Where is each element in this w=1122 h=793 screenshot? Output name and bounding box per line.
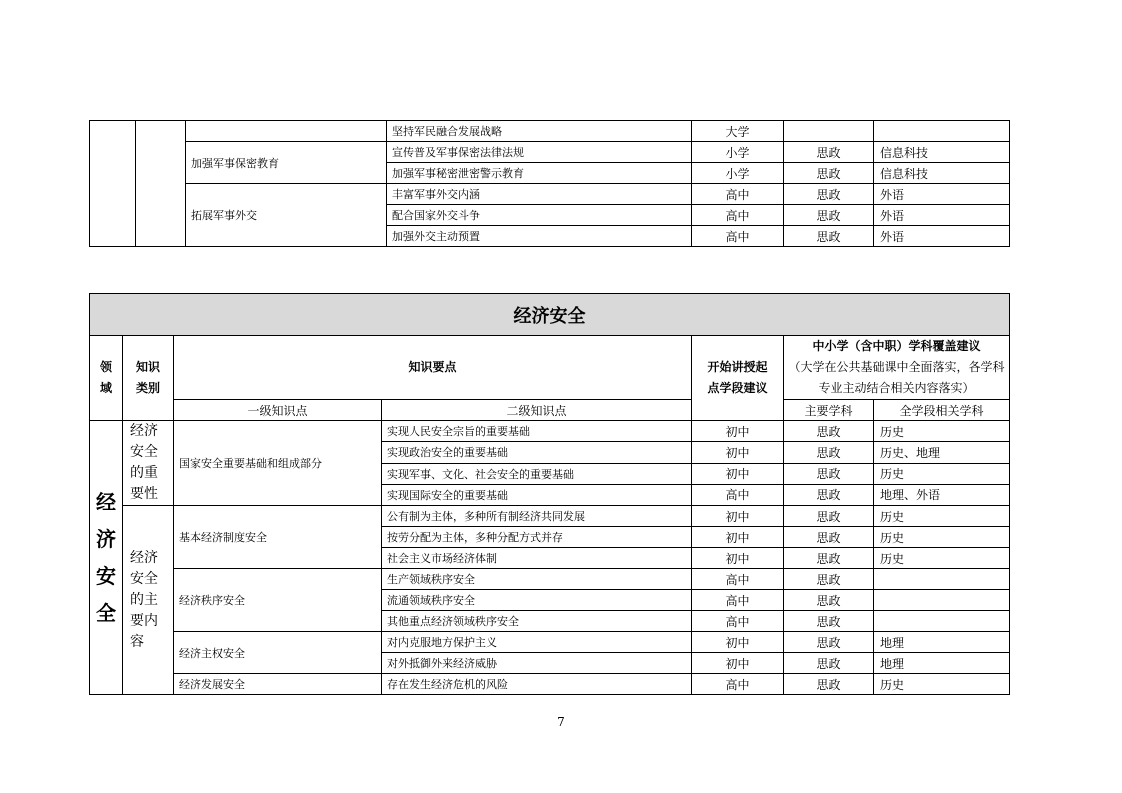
level1-cell: 加强军事保密教育 (186, 142, 387, 184)
main-subject-header: 主要学科 (784, 400, 874, 421)
related-subject-cell: 历史 (874, 674, 1010, 695)
level2-cell: 配合国家外交斗争 (387, 205, 692, 226)
domain-cell (90, 121, 136, 247)
level1-cell: 拓展军事外交 (186, 184, 387, 247)
level1-cell: 经济主权安全 (174, 632, 382, 674)
level1-cell: 经济发展安全 (174, 674, 382, 695)
level2-cell: 实现政治安全的重要基础 (382, 442, 692, 463)
main-subject-cell: 思政 (784, 632, 874, 653)
related-subject-cell: 历史 (874, 421, 1010, 442)
coverage-header (784, 336, 1010, 400)
related-subject-cell: 地理、外语 (874, 484, 1010, 505)
level2-cell: 按劳分配为主体，多种分配方式并存 (382, 527, 692, 548)
related-subject-cell: 历史 (874, 548, 1010, 569)
domain-name: 经济安全 (90, 421, 123, 695)
category-cell (136, 121, 186, 247)
main-subject-cell: 思政 (784, 674, 874, 695)
category-header: 知识类别 (123, 336, 174, 421)
related-subject-cell: 外语 (874, 205, 1010, 226)
related-subject-cell: 外语 (874, 226, 1010, 247)
related-subject-cell: 地理 (874, 653, 1010, 674)
table-row (90, 421, 1010, 442)
domain-header: 领域 (90, 336, 123, 421)
stage-cell: 初中 (692, 506, 784, 527)
main-subject-cell: 思政 (784, 653, 874, 674)
level2-cell: 社会主义市场经济体制 (382, 548, 692, 569)
main-subject-cell: 思政 (784, 163, 874, 184)
section-title: 经济安全 (90, 294, 1010, 336)
stage-cell: 初中 (692, 653, 784, 674)
level2-cell: 其他重点经济领域秩序安全 (382, 611, 692, 632)
stage-cell: 小学 (692, 163, 784, 184)
table-row (90, 506, 1010, 527)
related-subject-cell: 外语 (874, 184, 1010, 205)
related-subject-header: 全学段相关学科 (874, 400, 1010, 421)
level2-cell: 实现军事、文化、社会安全的重要基础 (382, 463, 692, 484)
level2-cell: 公有制为主体，多种所有制经济共同发展 (382, 506, 692, 527)
related-subject-cell (874, 590, 1010, 611)
main-subject-cell: 思政 (784, 590, 874, 611)
level2-cell: 加强外交主动预置 (387, 226, 692, 247)
table-row (90, 632, 1010, 653)
stage-cell: 高中 (692, 590, 784, 611)
related-subject-cell: 信息科技 (874, 163, 1010, 184)
stage-cell: 初中 (692, 463, 784, 484)
main-subject-cell: 思政 (784, 611, 874, 632)
level2-cell: 对内克服地方保护主义 (382, 632, 692, 653)
main-subject-cell (784, 121, 874, 142)
main-subject-cell: 思政 (784, 442, 874, 463)
level2-cell: 坚持军民融合发展战略 (387, 121, 692, 142)
main-subject-cell: 思政 (784, 142, 874, 163)
level2-cell: 加强军事秘密泄密警示教育 (387, 163, 692, 184)
level2-cell: 实现人民安全宗旨的重要基础 (382, 421, 692, 442)
start-stage-header: 开始讲授起点学段建议 (692, 336, 784, 421)
main-subject-cell: 思政 (784, 184, 874, 205)
section-title-row (90, 294, 1010, 336)
related-subject-cell: 历史 (874, 506, 1010, 527)
level1-cell: 经济秩序安全 (174, 569, 382, 632)
stage-cell: 大学 (692, 121, 784, 142)
level2-cell: 生产领域秩序安全 (382, 569, 692, 590)
subheader-row (90, 400, 1010, 421)
related-subject-cell (874, 611, 1010, 632)
main-subject-cell: 思政 (784, 569, 874, 590)
main-subject-cell: 思政 (784, 226, 874, 247)
stage-cell: 初中 (692, 632, 784, 653)
level2-cell: 丰富军事外交内涵 (387, 184, 692, 205)
main-subject-cell: 思政 (784, 548, 874, 569)
stage-cell: 高中 (692, 205, 784, 226)
main-subject-cell: 思政 (784, 527, 874, 548)
table-row (90, 142, 1010, 163)
page-number: 7 (557, 715, 565, 729)
coverage-note: （大学在公共基础课中全面落实，各学科专业主动结合相关内容落实） (788, 360, 1005, 395)
stage-cell: 小学 (692, 142, 784, 163)
related-subject-cell: 地理 (874, 632, 1010, 653)
stage-cell: 初中 (692, 421, 784, 442)
category-main-content: 经济安全的主要内容 (123, 506, 174, 695)
level2-cell: 宣传普及军事保密法律法规 (387, 142, 692, 163)
related-subject-cell: 信息科技 (874, 142, 1010, 163)
level2-cell: 对外抵御外来经济威胁 (382, 653, 692, 674)
table-row (90, 569, 1010, 590)
stage-cell: 高中 (692, 611, 784, 632)
category-importance: 经济安全的重要性 (123, 421, 174, 506)
level2-cell: 实现国际安全的重要基础 (382, 484, 692, 505)
main-subject-cell: 思政 (784, 421, 874, 442)
table-row (90, 121, 1010, 142)
main-subject-cell: 思政 (784, 484, 874, 505)
stage-cell: 初中 (692, 527, 784, 548)
main-subject-cell: 思政 (784, 205, 874, 226)
level1-cell: 基本经济制度安全 (174, 506, 382, 569)
related-subject-cell: 历史 (874, 527, 1010, 548)
main-subject-cell: 思政 (784, 463, 874, 484)
coverage-title: 中小学（含中职）学科覆盖建议 (812, 339, 981, 353)
stage-cell: 高中 (692, 226, 784, 247)
header-row (90, 336, 1010, 400)
level1-header: 一级知识点 (174, 400, 382, 421)
level1-cell (186, 121, 387, 142)
stage-cell: 高中 (692, 184, 784, 205)
table-row (90, 184, 1010, 205)
main-subject-cell: 思政 (784, 506, 874, 527)
level2-cell: 流通领域秩序安全 (382, 590, 692, 611)
related-subject-cell (874, 569, 1010, 590)
table-row (90, 674, 1010, 695)
level2-cell: 存在发生经济危机的风险 (382, 674, 692, 695)
stage-cell: 高中 (692, 484, 784, 505)
level2-header: 二级知识点 (382, 400, 692, 421)
related-subject-cell (874, 121, 1010, 142)
related-subject-cell: 历史、地理 (874, 442, 1010, 463)
stage-cell: 初中 (692, 442, 784, 463)
related-subject-cell: 历史 (874, 463, 1010, 484)
continuation-table (89, 120, 1010, 247)
stage-cell: 高中 (692, 569, 784, 590)
economic-security-table (89, 293, 1010, 695)
level1-cell: 国家安全重要基础和组成部分 (174, 421, 382, 506)
stage-cell: 初中 (692, 548, 784, 569)
key-points-header: 知识要点 (174, 336, 692, 400)
stage-cell: 高中 (692, 674, 784, 695)
